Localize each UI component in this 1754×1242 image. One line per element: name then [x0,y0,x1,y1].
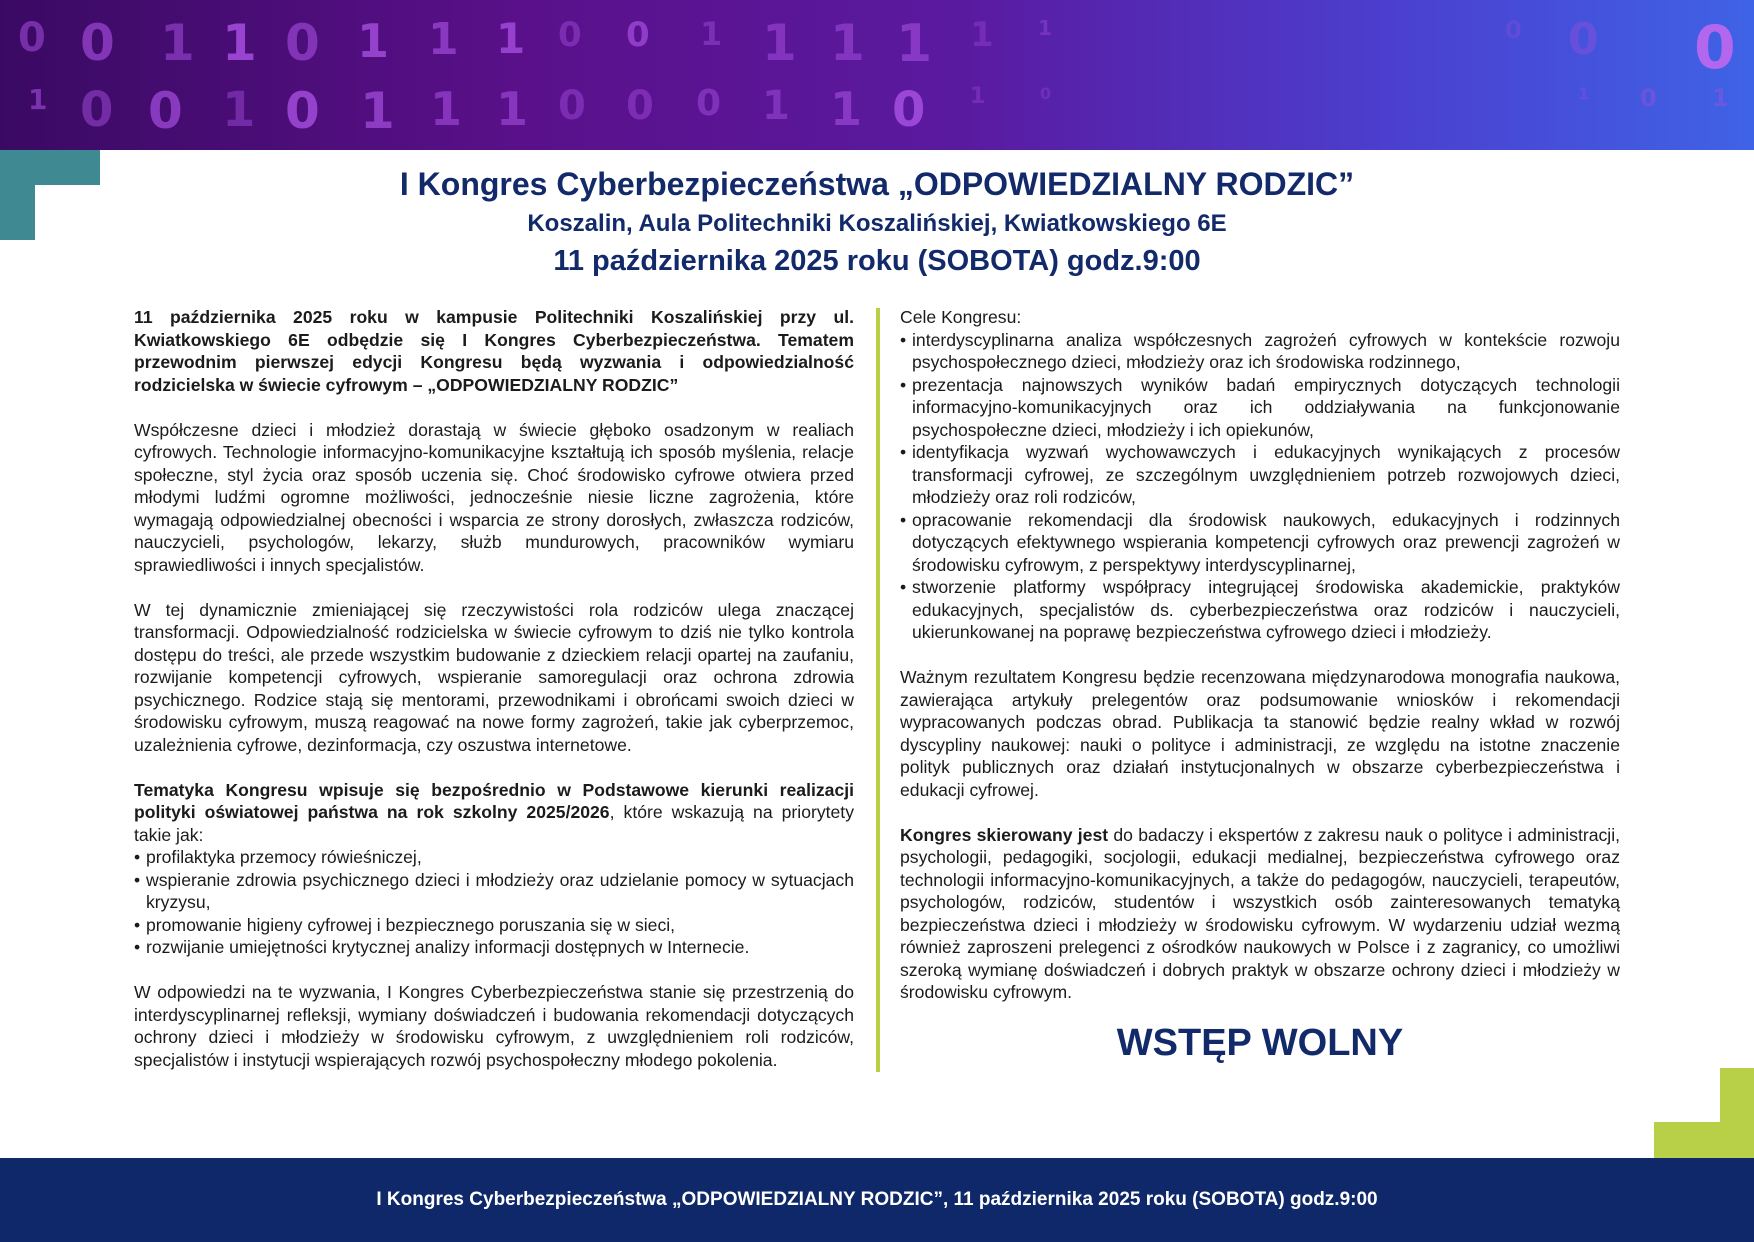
binary-digit: 1 [428,14,459,65]
binary-digit: 0 [892,82,926,138]
corner-accent-bottom-right [1654,1122,1754,1158]
binary-digit: 1 [357,14,390,68]
binary-digit: 1 [762,83,790,129]
header-banner [0,0,1754,150]
binary-digit: 1 [1578,84,1590,103]
goals-list [900,329,1620,644]
policy-paragraph-bold: Tematyka Kongresu wpisuje się bezpośrednio w Podstawowe kierunki realizacji polityki oświatowej państwa na rok szkolny 2025/2026 [134,779,854,822]
response-paragraph: W odpowiedzi na te wyzwania, I Kongres Cyberbezpieczeństwa stanie się przestrzenią do interdyscyplinarnej refleksji, wymiany doświadczeń i budowania rekomendacji dotyczących ochrony dzieci i młodzieży w środowisku cyfrowym, z uwzględnieniem roli rodziców, specjalistów i instytucji wspierających rozwój psychospołeczny młodego pokolenia. [134,982,854,1070]
binary-digit: 0 [626,83,654,129]
binary-digit: 0 [148,82,183,140]
goals-heading: Cele Kongresu: [900,307,1022,327]
binary-digit: 1 [970,15,994,55]
binary-digit: 1 [762,14,797,72]
list-item: • identyfikacja wyzwań wychowawczych i edukacyjnych wynikających z procesów transformacji cyfrowej, ze szczególnym uwzględnieniem potrzeb rozwojowych dzieci, młodzieży oraz roli rodziców, [900,441,1620,509]
binary-digit: 1 [830,14,865,72]
list-item: • rozwijanie umiejętności krytycznej analizy informacji dostępnych w Internecie. [134,936,854,959]
event-date: 11 października 2025 roku (SOBOTA) godz.9:00 [553,245,1201,277]
binary-digit: 0 [1694,13,1736,83]
priorities-list [134,846,854,959]
list-item: • interdyscyplinarna analiza współczesnych zagrożeń cyfrowych w kontekście rozwoju psychospołecznego dzieci, młodzieży oraz ich środowiska rodzinnego, [900,329,1620,374]
binary-digit: 0 [626,15,650,55]
footer-bar [0,1158,1754,1242]
binary-digits-top [0,13,1754,88]
policy-paragraph-rest: , które wskazują na priorytety takie jak: [134,802,854,845]
intro-paragraph: 11 października 2025 roku w kampusie Politechniki Koszalińskiej przy ul. Kwiatkowskiego 6E odbędzie się I Kongres Cyberbezpieczeństwa. Tematem przewodnim pierwszej edycji Kongresu będą wyzwania i odpowiedzialność rodzicielska w świecie cyfrowym – „ODPOWIEDZIALNY RODZIC” [134,307,854,395]
parents-role-paragraph: W tej dynamicznie zmieniającej się rzeczywistości rola rodziców ulega znaczącej transformacji. Odpowiedzialność rodzicielska w świecie cyfrowym to dziś nie tylko kontrola dostępu do treści, ale przede wszystkim budowanie z dzieckiem relacji opartej na zaufaniu, rozwijanie kompetencji cyfrowych, wspieranie samoregulacji oraz ochrona zdrowia psychicznego. Rodzice stają się mentorami, przewodnikami i obrońcami swoich dzieci w środowisku cyfrowym, muszą reagować na nowe formy zagrożeń, takie jak cyberprzemoc, uzależnienia cyfrowe, dezinformacja, czy oszustwa internetowe. [134,599,854,755]
binary-digit: 0 [80,14,115,72]
binary-digit: 1 [1038,16,1052,40]
binary-digit: 1 [222,82,256,138]
binary-digit: 0 [285,14,320,72]
title-block [0,160,1754,282]
audience-paragraph-bold: Kongres skierowany jest [900,824,1109,845]
policy-paragraph [134,779,854,847]
binary-digit: 0 [696,83,722,124]
binary-digit: 1 [222,14,257,72]
binary-digit: 1 [830,82,863,136]
right-column [900,306,1620,1068]
binary-digit: 0 [558,83,586,129]
audience-paragraph-rest: do badaczy i ekspertów z zakresu nauk o polityce i administracji, psychologii, pedagogiki, socjologii, edukacji medialnej, bezpieczeństwa cyfrowego oraz technologii informacyjno-komunikacyjnych, a także do pedagogów, nauczycieli, terapeutów, psychologów, rodziców, studentów i wszystkich osób zainteresowanych tematyką bezpieczeństwa dzieci i młodzieży w środowisku cyfrowym. W wydarzeniu udział wezmą również zaproszeni prelegenci z ośrodków naukowych w Polsce i z zagranicy, co umożliwi szeroką wymianę doświadczeń i dobrych praktyk w obszarze ochrony dzieci i młodzieży w środowisku cyfrowym. [900,824,1620,1002]
binary-digit: 0 [1505,16,1522,44]
footer-text: I Kongres Cyberbezpieczeństwa „ODPOWIEDZIALNY RODZIC”, 11 października 2025 roku (SOBOTA) godz.9:00 [376,1189,1378,1210]
column-divider [876,308,880,1072]
binary-digit: 1 [360,82,395,140]
binary-digit: 1 [160,14,195,72]
binary-digits-bottom [0,82,1754,150]
binary-digit: 0 [558,15,582,55]
binary-digit: 1 [496,14,526,63]
list-item: • opracowanie rekomendacji dla środowisk naukowych, edukacyjnych i rodzinnych dotyczących efektywnego wspierania kompetencji cyfrowych oraz prewencji zagrożeń w środowisku cyfrowym, z perspektywy interdyscyplinarnej, [900,509,1620,577]
binary-digit: 0 [1640,84,1657,112]
binary-digit: 1 [430,82,463,136]
binary-digit: 1 [970,84,986,109]
event-location: Koszalin, Aula Politechniki Koszalińskiej, Kwiatkowskiego 6E [527,210,1227,237]
binary-digit: 0 [1040,84,1052,103]
free-entry-label: WSTĘP WOLNY [1116,1021,1404,1064]
binary-digit: 0 [285,82,320,140]
list-item: • profilaktyka przemocy rówieśniczej, [134,846,854,869]
list-item: • wspieranie zdrowia psychicznego dzieci i młodzieży oraz udzielanie pomocy w sytuacjach kryzysu, [134,869,854,914]
left-column [134,306,854,1071]
context-paragraph: Współczesne dzieci i młodzież dorastają w świecie głęboko osadzonym w realiach cyfrowych. Technologie informacyjno-komunikacyjne kształtują ich sposób myślenia, relacje społeczne, styl życia oraz sposób uczenia się. Choć środowisko cyfrowe otwiera przed młodymi ludźmi ogromne możliwości, jednocześnie niesie liczne zagrożenia, które wymagają odpowiedzialnej obecności i wsparcia ze strony dorosłych, zwłaszcza rodziców, nauczycieli, psychologów, lekarzy, służb mundurowych, pracowników wymiaru sprawiedliwości i innych specjalistów. [134,419,854,575]
binary-digit: 1 [496,82,529,136]
list-item: • stworzenie platformy współpracy integrującej środowiska akademickie, praktyków edukacyjnych, specjalistów ds. cyberbezpieczeństwa oraz rodziców i nauczycieli, ukierunkowanej na poprawę bezpieczeństwa cyfrowego dzieci i młodzieży. [900,576,1620,644]
binary-digit: 1 [1712,84,1729,112]
list-item: • promowanie higieny cyfrowej i bezpiecznego poruszania się w sieci, [134,914,854,937]
binary-digit: 0 [1568,14,1599,65]
audience-paragraph [900,824,1620,1004]
binary-digit: 1 [700,15,723,53]
page-title: I Kongres Cyberbezpieczeństwa „ODPOWIEDZIALNY RODZIC” [399,166,1355,202]
result-paragraph: Ważnym rezultatem Kongresu będzie recenzowana międzynarodowa monografia naukowa, zawierająca artykuły prelegentów oraz podsumowanie wniosków i rekomendacji wypracowanych podczas obrad. Publikacja ta stanowić będzie realny wkład w rozwój dyscypliny naukowej: nauki o polityce i administracji, ze względu na istotne znaczenie polityk publicznych oraz działań instytucjonalnych w obszarze cyberbezpieczeństwa i edukacji cyfrowej. [900,667,1620,800]
binary-digit: 0 [18,15,46,61]
binary-digit: 0 [80,82,114,138]
binary-digit: 1 [28,83,48,116]
list-item: • prezentacja najnowszych wyników badań empirycznych dotyczących technologii informacyjno-komunikacyjnych oraz ich oddziaływania na funkcjonowanie psychospołeczne dzieci, młodzieży i ich opiekunów, [900,374,1620,442]
binary-digit: 1 [896,14,933,74]
